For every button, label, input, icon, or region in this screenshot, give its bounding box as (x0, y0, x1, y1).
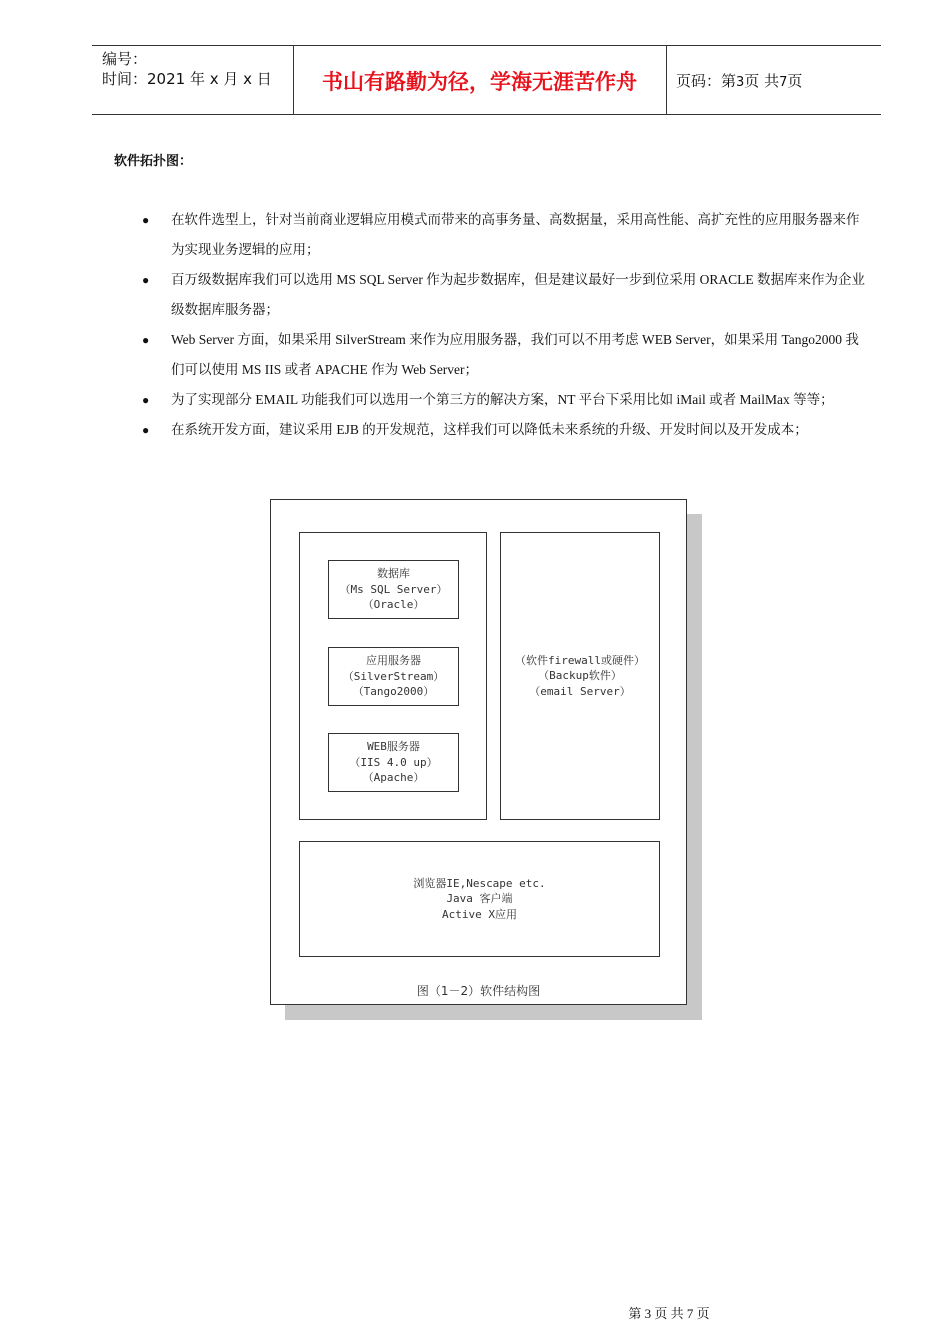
app-server-line: （SilverStream） (342, 669, 445, 683)
page-footer: 第 3 页 共 7 页 (628, 1306, 710, 1321)
app-server-box (328, 647, 459, 706)
app-server-line: 应用服务器 (366, 654, 421, 668)
database-line: （Ms SQL Server） (339, 582, 448, 596)
server-group-box (299, 532, 487, 820)
bullet-icon: ● (142, 333, 150, 347)
list-item (140, 205, 865, 265)
number-label: 编号： (102, 50, 148, 68)
bullet-text: 百万级数据库我们可以选用 MS SQL Server 作为起步数据库，但是建议最好一步到位采用 ORACLE 数据库来作为企业级数据库服务器； (171, 272, 865, 317)
page-number: 3 (736, 75, 745, 90)
header-motto: 书山有路勤为径，学海无涯苦作舟 (322, 70, 637, 94)
header-meta (102, 49, 272, 89)
list-item (140, 325, 865, 385)
bullet-text: 在软件选型上，针对当前商业逻辑应用模式而带来的高事务量、高数据量，采用高性能、高扩充性的应用服务器来作为实现业务逻辑的应用； (171, 212, 860, 257)
security-line: （email Server） (529, 684, 631, 698)
list-item (140, 265, 865, 325)
bullet-icon: ● (142, 273, 150, 287)
header-page-info (676, 70, 802, 91)
client-line: Active X应用 (442, 907, 517, 921)
page-total: 7 (779, 75, 788, 90)
page-mid: 页 共 (744, 72, 780, 90)
time-label: 时间：2021 年 x 月 x 日 (102, 70, 272, 88)
client-line: Java 客户端 (446, 892, 513, 906)
bullet-text: 为了实现部分 EMAIL 功能我们可以选用一个第三方的解决方案，NT 平台下采用比如 iMail 或者 MailMax 等等； (171, 392, 834, 407)
client-box (299, 841, 660, 957)
database-box (328, 560, 459, 619)
page-label: 页码：第 (676, 72, 737, 90)
section-title: 软件拓扑图： (114, 154, 193, 169)
bullet-text: Web Server 方面，如果采用 SilverStream 来作为应用服务器，我们可以不用考虑 WEB Server，如果采用 Tango2000 我们可以使用 MS IIS 或者 APACHE 作为 Web Server； (171, 332, 859, 377)
figure-caption: 图（1－2）软件结构图 (416, 984, 541, 998)
web-server-line: WEB服务器 (367, 740, 420, 754)
page-end: 页 (787, 72, 803, 90)
header-divider (666, 46, 667, 114)
security-line: （Backup软件） (538, 669, 622, 683)
document-header (92, 45, 881, 115)
software-structure-figure (270, 499, 687, 1005)
bullet-icon: ● (142, 393, 150, 407)
bullet-icon: ● (142, 213, 150, 227)
security-box (500, 532, 660, 820)
app-server-line: （Tango2000） (352, 685, 435, 699)
web-server-line: （Apache） (362, 771, 425, 785)
list-item (140, 385, 865, 415)
web-server-line: （IIS 4.0 up） (349, 755, 438, 769)
database-line: （Oracle） (362, 598, 425, 612)
bullet-icon: ● (142, 423, 150, 437)
security-line: （软件firewall或硬件） (515, 653, 645, 667)
bullet-list (140, 205, 865, 445)
client-line: 浏览器IE,Nescape etc. (413, 876, 546, 890)
bullet-text: 在系统开发方面，建议采用 EJB 的开发规范，这样我们可以降低未来系统的升级、开发时间以及开发成本； (171, 422, 808, 437)
list-item (140, 415, 865, 445)
database-line: 数据库 (377, 567, 410, 581)
web-server-box (328, 733, 459, 792)
